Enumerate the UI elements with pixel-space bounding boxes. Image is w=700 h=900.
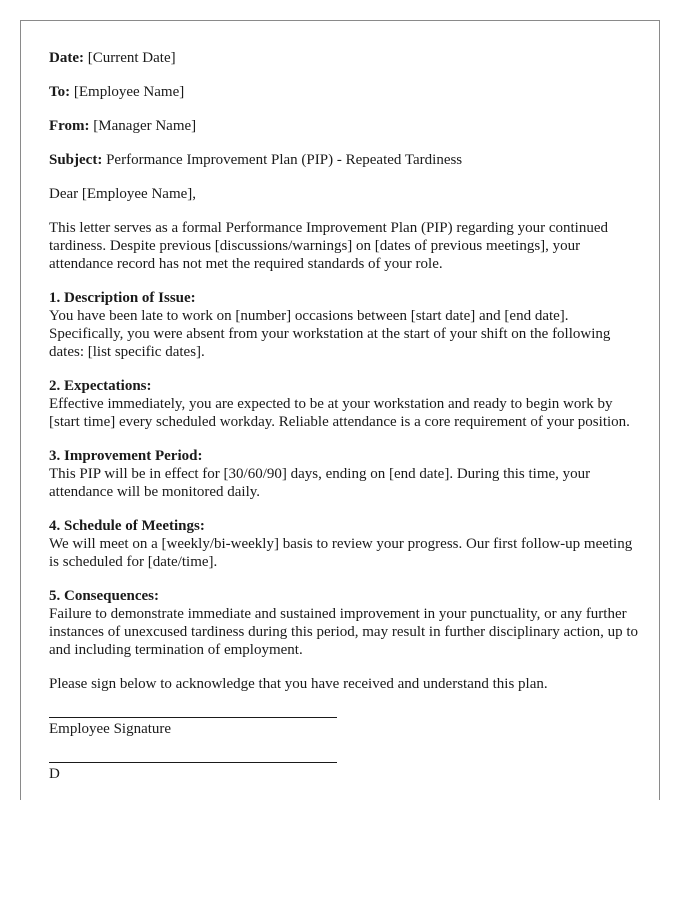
- subject-field: [49, 151, 639, 169]
- section-improvement-period: [49, 447, 639, 501]
- section-body: You have been late to work on [number] occasions between [start date] and [end date]. Specifically, you were absent from your workstation at the start of your shift on the following dates: [list specific dates].: [49, 308, 611, 360]
- section-consequences: [49, 587, 639, 659]
- closing-paragraph: Please sign below to acknowledge that you have received and understand this plan.: [49, 676, 548, 692]
- subject-value: Performance Improvement Plan (PIP) - Repeated Tardiness: [106, 152, 463, 168]
- letter-page: [20, 20, 660, 800]
- to-value: [Employee Name]: [73, 84, 185, 100]
- second-signature-block: [49, 762, 639, 783]
- employee-signature-line[interactable]: [49, 717, 337, 718]
- section-body: Effective immediately, you are expected to be at your workstation and ready to begin work by [start time] every scheduled workday. Reliable attendance is a core requirement of your position.: [49, 396, 630, 430]
- date-field: [49, 49, 639, 67]
- section-body: This PIP will be in effect for [30/60/90] days, ending on [end date]. During this time, your attendance will be monitored daily.: [49, 466, 591, 500]
- section-heading: 3. Improvement Period:: [49, 448, 203, 464]
- from-value: [Manager Name]: [93, 118, 197, 134]
- section-body: Failure to demonstrate immediate and sustained improvement in your punctuality, or any further instances of unexcused tardiness during this period, may result in further disciplinary action, up to and including termination of employment.: [49, 606, 639, 658]
- section-heading: 4. Schedule of Meetings:: [49, 518, 205, 534]
- section-heading: 2. Expectations:: [49, 378, 152, 394]
- section-heading: 5. Consequences:: [49, 588, 160, 604]
- section-body: We will meet on a [weekly/bi-weekly] basis to review your progress. Our first follow-up meeting is scheduled for [date/time].: [49, 536, 633, 570]
- section-schedule-of-meetings: [49, 517, 639, 571]
- from-label: From:: [49, 118, 90, 134]
- second-signature-label: D: [49, 766, 60, 782]
- date-label: Date:: [49, 50, 84, 66]
- from-field: [49, 117, 639, 135]
- employee-signature-block: [49, 717, 639, 738]
- employee-signature-label: Employee Signature: [49, 721, 172, 737]
- section-expectations: [49, 377, 639, 431]
- letter-content: [49, 49, 639, 783]
- date-value: [Current Date]: [87, 50, 176, 66]
- to-label: To:: [49, 84, 71, 100]
- section-heading: 1. Description of Issue:: [49, 290, 196, 306]
- salutation: Dear [Employee Name],: [49, 186, 197, 202]
- subject-label: Subject:: [49, 152, 103, 168]
- intro-paragraph: This letter serves as a formal Performance Improvement Plan (PIP) regarding your continued tardiness. Despite previous [discussions/warnings] on [dates of previous meetings], your attendance record has not met the required standards of your role.: [49, 220, 608, 272]
- section-description-of-issue: [49, 289, 639, 361]
- to-field: [49, 83, 639, 101]
- second-signature-line[interactable]: [49, 762, 337, 763]
